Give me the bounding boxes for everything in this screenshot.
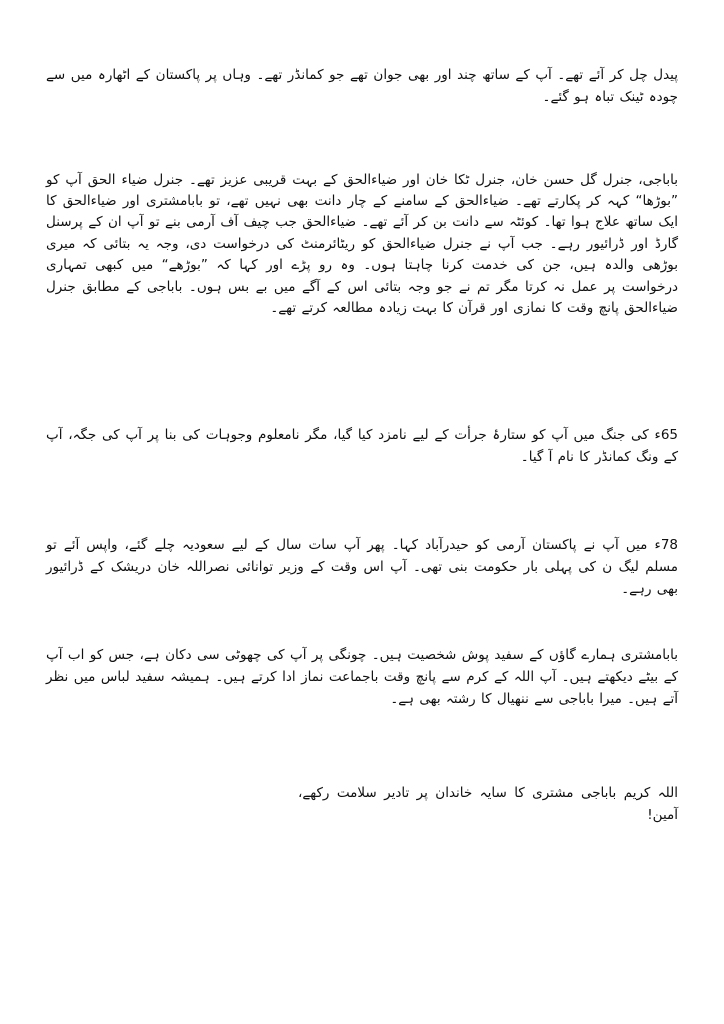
paragraph-prayer: اللہ کریم باباجی مشتری کا سایہ خاندان پر تادیر سلامت رکھے، آمین! [298,784,678,823]
paragraph-general-zia: باباجی، جنرل گل حسن خان، جنرل ٹکا خان اور ضیاءالحق کے بہت قریبی عزیز تھے۔ جنرل ضیاء الحق آپ کو ”بوڑھا“ کہہ کر پکارتے تھے۔ ضیاءالحق کے سامنے کے چار دانت بھی نہیں تھے، تو بابامشتری اور ضیاءالحق کا ایک ساتھ علاج ہوا تھا۔ کوئٹہ سے دانت بن کر آئے تھے۔ ضیاءالحق جب چیف آف آرمی بنے تو آپ ان کے پرسنل گارڈ اور ڈرائیور رہے۔ جب آپ نے جنرل ضیاءالحق کو ریٹائرمنٹ کی درخواست دی، وجہ یہ بتائی کہ میری بوڑھی والدہ ہیں، جن کی خدمت کرنا چاہتا ہوں۔ وہ رو پڑے اور کہا کہ ”بوڑھے“ میں کبھی تمہاری درخواست پر عمل نہ کرتا مگر تم نے جو وجہ بتائی اس کے آگے میں بے بس ہوں۔ باباجی کے مطابق جنرل ضیاءالحق پانچ وقت کا نمازی اور قرآن کا بہت زیادہ مطالعہ کرتے تھے۔ [46,171,678,316]
paragraph-tank-battle: پیدل چل کر آئے تھے۔ آپ کے ساتھ چند اور بھی جوان تھے جو کمانڈر تھے۔ وہاں پر پاکستان کے اٹھارہ میں سے چودہ ٹینک تباہ ہو گئے۔ [46,66,678,105]
paragraph-1978-retirement: 78ء میں آپ نے پاکستان آرمی کو حیدرآباد کہا۔ پھر آپ سات سال کے لیے سعودیہ چلے گئے، واپس آئے تو مسلم لیگ ن کی پہلی بار حکومت بنی تھی۔ آپ اس وقت کے وزیر توانائی نصراللہ خان دریشک کے ڈرائیور بھی رہے۔ [46,536,678,597]
paragraph-village-life: بابامشتری ہمارے گاؤں کے سفید پوش شخصیت ہیں۔ چونگی پر آپ کی چھوٹی سی دکان ہے، جس کو اب آپ کے بیٹے دیکھتے ہیں۔ آپ اللہ کے کرم سے پانچ وقت باجماعت نماز ادا کرتے ہیں۔ ہمیشہ سفید لباس میں نظر آتے ہیں۔ میرا باباجی سے ننھیال کا رشتہ بھی ہے۔ [46,646,678,707]
paragraph-1965-war: 65ء کی جنگ میں آپ کو ستارۂ جرأت کے لیے نامزد کیا گیا، مگر نامعلوم وجوہات کی بنا پر آپ کی جگہ، آپ کے ونگ کمانڈر کا نام آ گیا۔ [46,426,678,465]
